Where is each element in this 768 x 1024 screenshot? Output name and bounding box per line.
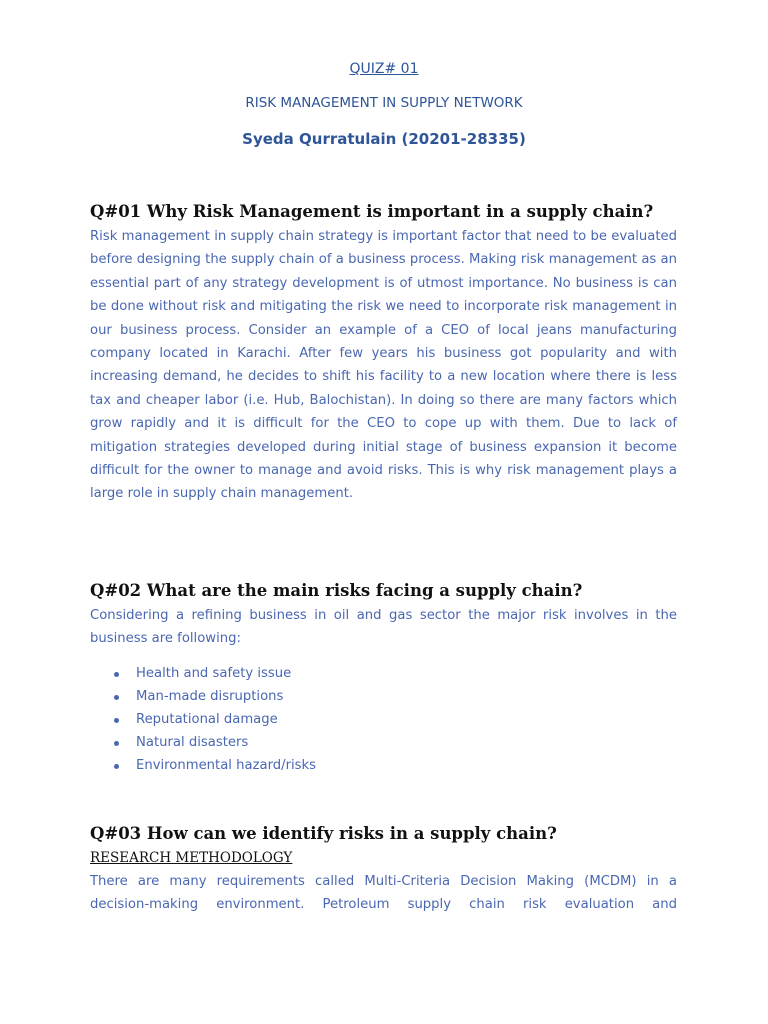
risk-item-label: Environmental hazard/risks xyxy=(136,758,317,773)
risk-item-label: Man-made disruptions xyxy=(136,689,284,704)
bullet-icon xyxy=(114,764,119,769)
question-2-intro: Considering a refining business in oil and gas sector the major risk involves in the business are following: xyxy=(90,608,677,647)
question-2-heading: Q#02 What are the main risks facing a supply chain? xyxy=(90,581,583,600)
document-title: RISK MANAGEMENT IN SUPPLY NETWORK xyxy=(245,95,523,111)
question-3-answer: There are many requirements called Multi-Criteria Decision Making (MCDM) in a decision-making environment. Petroleum supply chain risk evaluation and xyxy=(90,874,677,913)
risk-list xyxy=(90,662,690,777)
risk-item-label: Health and safety issue xyxy=(136,666,292,681)
list-item xyxy=(90,731,690,754)
list-item xyxy=(90,754,690,777)
question-1-answer: Risk management in supply chain strategy is important factor that need to be evaluated before designing the supply chain of a business process. Making risk management as an essential part of any strategy development is of utmost importance. No business is can be done without risk and mitigating the risk we need to incorporate risk management in our business process. Consider an example of a CEO of local jeans manufacturing company located in Karachi. After few years his business got popularity and with increasing demand, he decides to shift his facility to a new location where there is less tax and cheaper labor (i.e. Hub, Balochistan). In doing so there are many factors which grow rapidly and it is difficult for the CEO to cope up with them. Due to lack of mitigation strategies developed during initial stage of business expansion it become difficult for the owner to manage and avoid risks. This is why risk management plays a large role in supply chain management. xyxy=(90,229,677,502)
bullet-icon xyxy=(114,741,119,746)
author-line: Syeda Qurratulain (20201-28335) xyxy=(242,130,526,148)
bullet-icon xyxy=(114,695,119,700)
list-item xyxy=(90,708,690,731)
bullet-icon xyxy=(114,672,119,677)
quiz-label: QUIZ# 01 xyxy=(349,61,419,77)
research-methodology-subheading: RESEARCH METHODOLOGY xyxy=(90,850,293,866)
risk-item-label: Reputational damage xyxy=(136,712,278,727)
question-1-heading: Q#01 Why Risk Management is important in a supply chain? xyxy=(90,202,654,221)
risk-item-label: Natural disasters xyxy=(136,735,249,750)
list-item xyxy=(90,662,690,685)
list-item xyxy=(90,685,690,708)
bullet-icon xyxy=(114,718,119,723)
question-3-heading: Q#03 How can we identify risks in a supply chain? xyxy=(90,824,557,843)
